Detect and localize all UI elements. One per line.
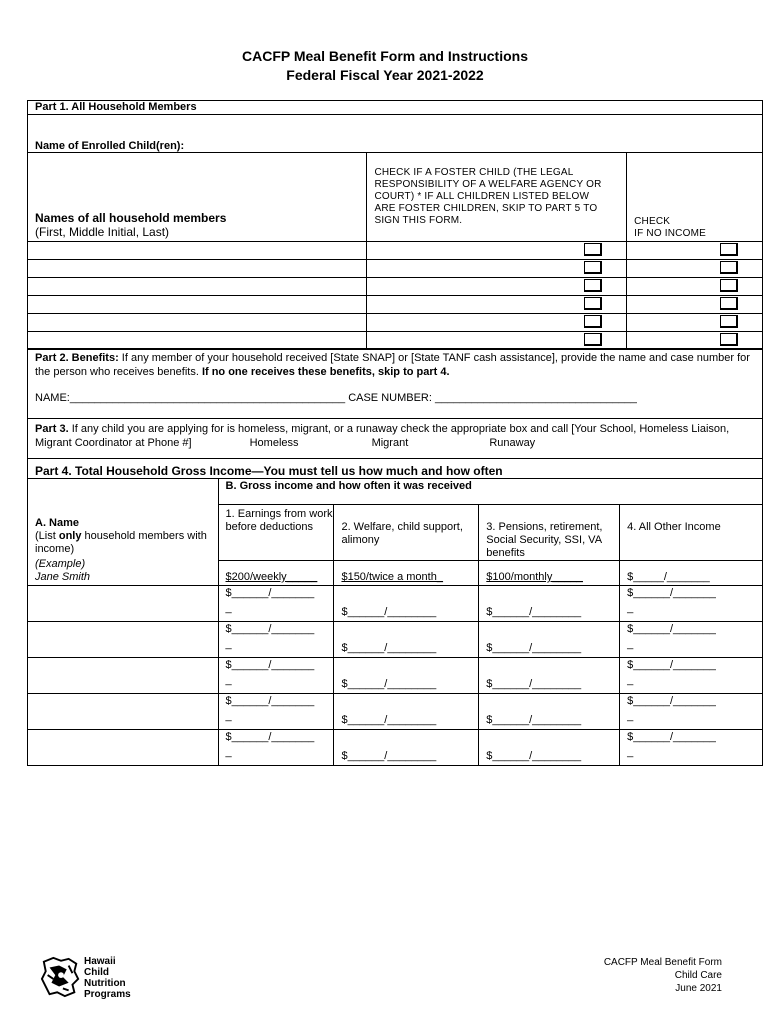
- col2-header: 2. Welfare, child support, alimony: [334, 505, 479, 561]
- logo-line1: Hawaii: [84, 956, 116, 967]
- part3-label: Part 3.: [35, 423, 69, 435]
- welfare-field[interactable]: $______/________: [334, 658, 479, 694]
- example-earnings: $200/weekly_____: [218, 561, 334, 586]
- names-subheading: (First, Middle Initial, Last): [35, 225, 170, 239]
- no-income-checkbox[interactable]: [720, 261, 738, 274]
- part2-label: Part 2. Benefits:: [35, 352, 119, 364]
- earnings-field[interactable]: [218, 658, 334, 694]
- other-blank: $______/_______: [627, 731, 716, 743]
- example-pensions: $100/monthly_____: [479, 561, 620, 586]
- earnings-blank-tail: _: [225, 674, 232, 686]
- earnings-blank: $______/_______: [225, 731, 315, 743]
- other-income-field[interactable]: [620, 586, 763, 622]
- earnings-blank: $______/_______: [225, 659, 315, 671]
- pensions-field[interactable]: $______/________: [479, 586, 620, 622]
- part2-instructions: [35, 351, 754, 379]
- other-blank-tail: _: [627, 746, 634, 758]
- part1-table: [27, 100, 763, 350]
- foster-checkbox[interactable]: [584, 333, 602, 346]
- no-income-cell: [627, 242, 763, 260]
- footer-form-name: CACFP Meal Benefit Form: [603, 957, 722, 968]
- example-welfare: $150/twice a month_: [334, 561, 479, 586]
- homeless-label: Homeless: [249, 437, 299, 449]
- footer-date: June 2021: [675, 983, 722, 994]
- table-row: [28, 694, 763, 730]
- income-name-field[interactable]: [28, 658, 219, 694]
- other-blank-tail: _: [627, 602, 634, 614]
- b-heading: B. Gross income and how often it was received: [218, 479, 762, 505]
- no-income-checkbox[interactable]: [720, 315, 738, 328]
- foster-cell: [367, 278, 627, 296]
- pensions-field[interactable]: $______/________: [479, 658, 620, 694]
- migrant-label: Migrant: [371, 437, 409, 449]
- earnings-blank-tail: _: [225, 710, 232, 722]
- earnings-blank: $______/_______: [225, 587, 315, 599]
- other-income-field[interactable]: [620, 622, 763, 658]
- footer: [604, 956, 722, 995]
- no-income-cell: [627, 314, 763, 332]
- member-name-field[interactable]: [28, 242, 367, 260]
- runaway-label: Runaway: [489, 437, 536, 449]
- a-name-sub: [35, 530, 218, 556]
- a-name-title: A. Name: [35, 517, 80, 529]
- part1-heading: Part 1. All Household Members: [28, 101, 763, 115]
- foster-child-header: CHECK IF A FOSTER CHILD (THE LEGAL RESPONSIBILITY OF A WELFARE AGENCY OR COURT) * IF ALL CHILDREN LISTED BELOW ARE FOSTER CHILDREN, SKIP TO PART 5 TO SIGN THIS FORM.: [367, 153, 627, 242]
- example-name: Jane Smith: [35, 571, 91, 583]
- welfare-field[interactable]: $______/________: [334, 730, 479, 766]
- a-sub-pre: (List: [35, 530, 59, 542]
- earnings-blank-tail: _: [225, 746, 232, 758]
- no-income-cell: [627, 296, 763, 314]
- names-header: [28, 153, 367, 242]
- other-blank: $______/_______: [627, 659, 716, 671]
- a-sub-bold: only: [58, 530, 82, 542]
- name-case-number-line[interactable]: NAME:_____________________________________________ CASE NUMBER: _________________________________: [35, 392, 637, 404]
- foster-checkbox[interactable]: [584, 315, 602, 328]
- earnings-blank: $______/_______: [225, 695, 315, 707]
- member-name-field[interactable]: [28, 278, 367, 296]
- names-heading: Names of all household members: [35, 211, 227, 225]
- income-name-field[interactable]: [28, 730, 219, 766]
- part3-section: [28, 419, 763, 459]
- foster-checkbox[interactable]: [584, 243, 602, 256]
- earnings-field[interactable]: [218, 622, 334, 658]
- other-blank-tail: _: [627, 638, 634, 650]
- pensions-field[interactable]: $______/________: [479, 694, 620, 730]
- no-income-cell: [627, 332, 763, 350]
- other-blank-tail: _: [627, 674, 634, 686]
- col1-header: 1. Earnings from work before deductions: [218, 505, 334, 561]
- member-name-field[interactable]: [28, 332, 367, 350]
- income-name-field[interactable]: [28, 586, 219, 622]
- earnings-blank: $______/_______: [225, 623, 315, 635]
- part2-skip-note: If no one receives these benefits, skip to part 4.: [201, 366, 450, 378]
- member-name-field[interactable]: [28, 260, 367, 278]
- hawaii-child-nutrition-logo-icon: [40, 955, 82, 999]
- part2-text: If any member of your household received [State SNAP] or [State TANF cash assistance], provide the name and case number for the person who receives benefits.: [35, 352, 750, 378]
- foster-cell: [367, 260, 627, 278]
- table-row: [28, 622, 763, 658]
- welfare-field[interactable]: $______/________: [334, 622, 479, 658]
- example-label: (Example): [35, 558, 86, 570]
- earnings-field[interactable]: [218, 694, 334, 730]
- foster-cell: [367, 296, 627, 314]
- earnings-blank-tail: _: [225, 602, 232, 614]
- earnings-blank-tail: _: [225, 638, 232, 650]
- member-name-field[interactable]: [28, 314, 367, 332]
- part4-table: [27, 458, 763, 766]
- no-income-checkbox[interactable]: [720, 243, 738, 256]
- no-income-checkbox[interactable]: [720, 279, 738, 292]
- table-row: [28, 658, 763, 694]
- part3-table: [27, 418, 763, 459]
- earnings-field[interactable]: [218, 586, 334, 622]
- table-row: [28, 586, 763, 622]
- other-blank: $______/_______: [627, 695, 716, 707]
- foster-cell: [367, 314, 627, 332]
- logo-text: [84, 956, 131, 1000]
- form-subtitle: Federal Fiscal Year 2021-2022: [286, 67, 484, 83]
- logo-line2: Child: [84, 967, 109, 978]
- enrolled-children-label: Name of Enrolled Child(ren):: [28, 115, 763, 153]
- part2-section: [28, 349, 763, 419]
- footer-program: Child Care: [674, 970, 722, 981]
- col3-header: 3. Pensions, retirement, Social Security, SSI, VA benefits: [479, 505, 620, 561]
- form-title: CACFP Meal Benefit Form and Instructions: [242, 48, 528, 64]
- welfare-field[interactable]: $______/________: [334, 694, 479, 730]
- foster-cell: [367, 242, 627, 260]
- no-income-checkbox[interactable]: [720, 333, 738, 346]
- a-sub-post: household members with income): [35, 530, 207, 555]
- other-blank: $______/_______: [627, 587, 716, 599]
- income-name-field[interactable]: [28, 694, 219, 730]
- pensions-field[interactable]: $______/________: [479, 730, 620, 766]
- no-income-cell: [627, 260, 763, 278]
- no-income-cell: [627, 278, 763, 296]
- foster-checkbox[interactable]: [584, 261, 602, 274]
- income-name-field[interactable]: [28, 622, 219, 658]
- no-income-line1: CHECK: [634, 216, 671, 227]
- no-income-checkbox[interactable]: [720, 297, 738, 310]
- example-other: $_____/_______: [620, 561, 763, 586]
- pensions-field[interactable]: $______/________: [479, 622, 620, 658]
- other-income-field[interactable]: [620, 730, 763, 766]
- foster-cell: [367, 332, 627, 350]
- logo-line4: Programs: [84, 989, 131, 1000]
- other-blank: $______/_______: [627, 623, 716, 635]
- earnings-field[interactable]: [218, 730, 334, 766]
- foster-checkbox[interactable]: [584, 279, 602, 292]
- no-income-line2: IF NO INCOME: [634, 228, 706, 239]
- part3-text: If any child you are applying for is homeless, migrant, or a runaway check the appropriate box and call [Your School, Homeless Liaison, Migrant Coordinator at Phone #]: [35, 423, 730, 449]
- col4-header: 4. All Other Income: [620, 505, 763, 561]
- part2-table: [27, 348, 763, 419]
- other-blank-tail: _: [627, 710, 634, 722]
- a-name-header: [28, 479, 219, 586]
- other-income-field[interactable]: [620, 658, 763, 694]
- foster-checkbox[interactable]: [584, 297, 602, 310]
- part4-heading: Part 4. Total Household Gross Income—You must tell us how much and how often: [28, 459, 763, 479]
- other-income-field[interactable]: [620, 694, 763, 730]
- table-row: [28, 730, 763, 766]
- logo-line3: Nutrition: [84, 978, 126, 989]
- welfare-field[interactable]: $______/________: [334, 586, 479, 622]
- no-income-header: [627, 153, 763, 242]
- member-name-field[interactable]: [28, 296, 367, 314]
